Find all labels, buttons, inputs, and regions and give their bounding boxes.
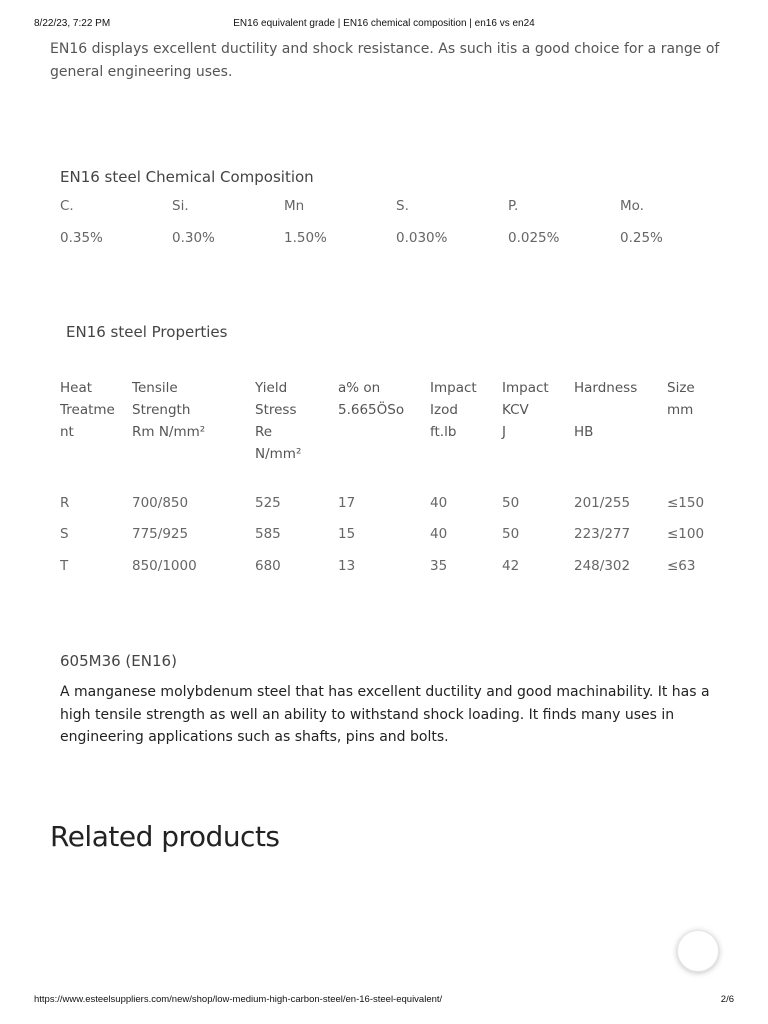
table-cell: 50	[502, 494, 520, 511]
table-row	[60, 550, 727, 582]
related-products-heading: Related products	[50, 820, 280, 853]
print-page-title: EN16 equivalent grade | EN16 chemical composition | en16 vs en24	[233, 18, 535, 29]
table-cell: 50	[502, 526, 520, 543]
properties-header-row	[60, 377, 727, 487]
column-header-tensile-strength	[132, 377, 255, 487]
header-line: a% on	[338, 380, 381, 396]
table-cell: R	[60, 494, 70, 511]
column-header-impact-izod	[430, 377, 502, 487]
table-cell: ≤150	[667, 494, 705, 511]
table-cell: 700/850	[132, 494, 189, 511]
scroll-to-top-button[interactable]	[677, 930, 719, 972]
table-cell: 680	[255, 557, 281, 574]
table-cell: S	[60, 526, 69, 543]
table-cell: T	[60, 557, 69, 574]
header-line: Heat	[60, 380, 93, 396]
table-cell: 775/925	[132, 526, 189, 543]
print-date: 8/22/23, 7:22 PM	[34, 18, 111, 29]
header-line: Rm N/mm²	[132, 424, 206, 440]
column-header-size	[667, 377, 727, 487]
table-cell: 850/1000	[132, 557, 197, 574]
page-url: https://www.esteelsuppliers.com/new/shop/low-medium-high-carbon-steel/en-16-steel-equivalent/	[34, 994, 443, 1005]
table-cell: 15	[338, 526, 356, 543]
element-header: Si.	[172, 198, 189, 214]
header-line: 5.665ÖSo	[338, 402, 405, 418]
table-cell: 35	[430, 557, 448, 574]
header-line: Izod	[430, 402, 458, 418]
column-header-impact-kcv	[502, 377, 574, 487]
header-line: Strength	[132, 402, 191, 418]
header-line: Size	[667, 380, 695, 396]
header-line: Yield	[255, 380, 288, 396]
element-value: 0.35%	[60, 230, 103, 246]
table-cell: 40	[430, 526, 448, 543]
print-footer	[34, 994, 734, 1008]
table-cell: 248/302	[574, 557, 631, 574]
element-header: Mn	[284, 198, 305, 214]
table-cell: 223/277	[574, 526, 631, 543]
grade-title: 605M36 (EN16)	[60, 652, 177, 670]
header-line: HB	[574, 424, 594, 440]
header-line: J	[502, 424, 506, 440]
header-line: Impact	[502, 380, 549, 396]
element-header: Mo.	[620, 198, 644, 214]
header-line: Tensile	[132, 380, 178, 396]
properties-table	[60, 377, 727, 582]
table-cell: ≤100	[667, 526, 705, 543]
chemical-value-row	[60, 230, 732, 252]
intro-paragraph: EN16 displays excellent ductility and shock resistance. As such itis a good choice for a range of general engineering uses.	[50, 41, 720, 80]
print-header	[34, 18, 734, 32]
page-number: 2/6	[720, 994, 734, 1005]
header-line: Re	[255, 424, 273, 440]
header-line: mm	[667, 402, 694, 418]
table-cell: 17	[338, 494, 356, 511]
table-cell: 201/255	[574, 494, 631, 511]
table-cell: 525	[255, 494, 281, 511]
element-header: S.	[396, 198, 409, 214]
header-line: KCV	[502, 402, 529, 418]
element-value: 1.50%	[284, 230, 327, 246]
header-line: Impact	[430, 380, 477, 396]
header-line: Stress	[255, 402, 297, 418]
element-value: 0.25%	[620, 230, 663, 246]
table-row	[60, 519, 727, 551]
table-cell: 40	[430, 494, 448, 511]
table-row	[60, 487, 727, 519]
table-cell: 585	[255, 526, 281, 543]
element-header: C.	[60, 198, 74, 214]
column-header-hardness	[574, 377, 667, 487]
table-cell: 42	[502, 557, 520, 574]
chemical-element-row	[60, 198, 732, 230]
element-value: 0.30%	[172, 230, 215, 246]
table-cell: 13	[338, 557, 356, 574]
column-header-elongation	[338, 377, 430, 487]
element-header: P.	[508, 198, 519, 214]
chemical-composition-table	[60, 198, 732, 252]
element-value: 0.030%	[396, 230, 448, 246]
element-value: 0.025%	[508, 230, 560, 246]
header-line: N/mm²	[255, 446, 302, 462]
table-cell: ≤63	[667, 557, 696, 574]
column-header-yield-stress	[255, 377, 338, 487]
chemical-composition-title: EN16 steel Chemical Composition	[60, 168, 314, 186]
header-line: Treatme	[60, 402, 115, 418]
header-line: Hardness	[574, 380, 638, 396]
properties-title: EN16 steel Properties	[66, 323, 228, 341]
header-line: ft.lb	[430, 424, 457, 440]
header-line: nt	[60, 424, 74, 440]
grade-description: A manganese molybdenum steel that has excellent ductility and good machinability. It has a high tensile strength as well an ability to withstand shock loading. It finds many uses in engineering applications such as shafts, pins and bolts.	[60, 684, 710, 745]
column-header-heat-treatment	[60, 377, 132, 487]
